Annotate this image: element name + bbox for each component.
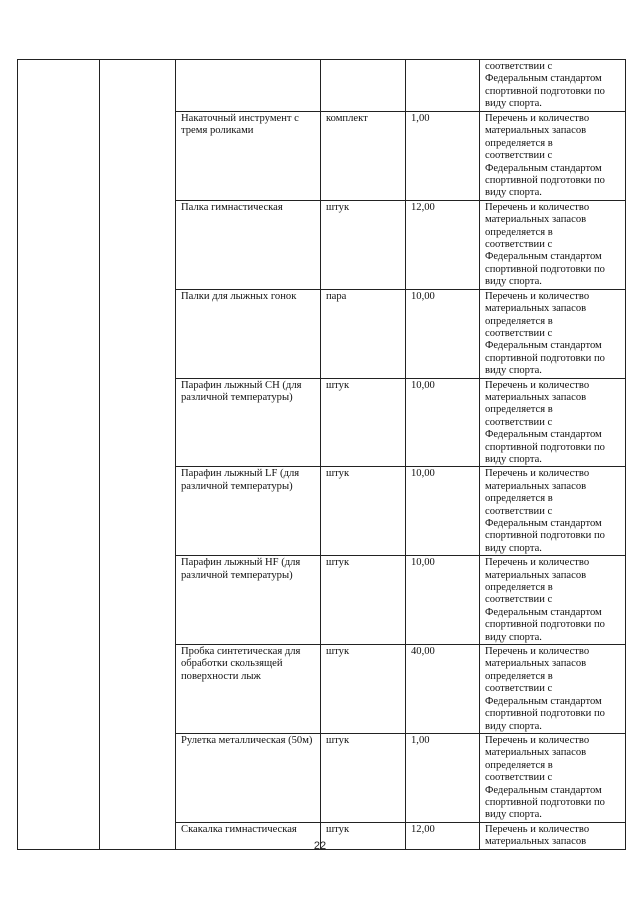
note-line: спортивной подготовки по bbox=[485, 619, 605, 631]
item-note-cell bbox=[480, 60, 626, 112]
note-line: виду спорта. bbox=[485, 720, 542, 732]
item-name-cell bbox=[176, 200, 321, 289]
note-line: определяется в bbox=[485, 137, 553, 149]
item-name: Палка гимнастическая bbox=[181, 201, 283, 213]
note-line: определяется в bbox=[485, 582, 553, 594]
item-unit-cell: пара bbox=[321, 289, 406, 378]
item-quantity-cell bbox=[406, 60, 480, 112]
item-name-cell bbox=[176, 112, 321, 201]
item-name: Парафин лыжный LF (для различной температуры) bbox=[181, 468, 300, 492]
note-line: материальных запасов bbox=[485, 391, 587, 403]
item-name: Скакалка гимнастическая bbox=[181, 823, 297, 835]
item-unit-cell: штук bbox=[321, 467, 406, 556]
section-title-cell bbox=[100, 60, 176, 850]
item-note-cell bbox=[480, 467, 626, 556]
note-line: Федеральным стандартом bbox=[485, 340, 602, 352]
note-line: Федеральным стандартом bbox=[485, 518, 602, 529]
note-line: Федеральным стандартом bbox=[485, 429, 602, 441]
item-name: Парафин лыжный CH (для различной температуры) bbox=[181, 379, 302, 403]
item-note-cell bbox=[480, 645, 626, 734]
item-quantity-cell: 10,00 bbox=[406, 556, 480, 645]
item-name-cell bbox=[176, 60, 321, 112]
table-body bbox=[18, 60, 626, 850]
note-line: Федеральным стандартом bbox=[485, 695, 602, 707]
note-line: Федеральным стандартом bbox=[485, 73, 602, 85]
note-line: виду спорта. bbox=[485, 542, 542, 554]
note-line: Перечень и количество bbox=[485, 468, 590, 480]
item-name: Пробка синтетическая для обработки скользящей поверхности лыж bbox=[181, 646, 301, 682]
note-line: виду спорта. bbox=[485, 276, 542, 288]
note-line: Федеральным стандартом bbox=[485, 784, 602, 796]
item-unit-cell: комплект bbox=[321, 112, 406, 201]
note-line: материальных запасов bbox=[485, 836, 587, 848]
item-quantity-cell: 12,00 bbox=[406, 822, 480, 849]
note-line: спортивной подготовки по bbox=[485, 441, 605, 453]
item-name-cell bbox=[176, 645, 321, 734]
item-unit-cell: штук bbox=[321, 822, 406, 849]
item-quantity-cell: 10,00 bbox=[406, 289, 480, 378]
item-name-cell bbox=[176, 289, 321, 378]
note-line: Федеральным стандартом bbox=[485, 606, 602, 618]
note-line: Перечень и количество bbox=[485, 201, 590, 213]
note-line: виду спорта. bbox=[485, 631, 542, 643]
note-line: спортивной подготовки по bbox=[485, 263, 605, 275]
item-quantity-cell: 10,00 bbox=[406, 378, 480, 467]
item-unit-cell: штук bbox=[321, 378, 406, 467]
note-line: соответствии с bbox=[485, 239, 553, 251]
note-line: Перечень и количество bbox=[485, 734, 590, 746]
table-row bbox=[18, 60, 626, 112]
item-note-cell bbox=[480, 556, 626, 645]
note-line: определяется в bbox=[485, 404, 553, 416]
note-line: соответствии с bbox=[485, 683, 553, 695]
note-line: материальных запасов bbox=[485, 658, 587, 670]
page-number: 22 bbox=[313, 840, 327, 852]
note-line: материальных запасов bbox=[485, 480, 587, 492]
note-line: соответствии с bbox=[485, 505, 553, 517]
note-line: Перечень и количество bbox=[485, 113, 590, 124]
note-line: определяется в bbox=[485, 493, 553, 505]
item-name: Рулетка металлическая (50м) bbox=[181, 734, 313, 746]
note-line: определяется в bbox=[485, 315, 553, 327]
note-line: виду спорта. bbox=[485, 809, 542, 821]
item-note-cell bbox=[480, 200, 626, 289]
note-line: спортивной подготовки по bbox=[485, 708, 605, 720]
note-line: соответствии с bbox=[485, 150, 553, 162]
item-note-cell bbox=[480, 112, 626, 201]
note-line: виду спорта. bbox=[485, 365, 542, 377]
item-name: Парафин лыжный HF (для различной температуры) bbox=[181, 557, 301, 581]
item-note-cell bbox=[480, 733, 626, 822]
note-line: спортивной подготовки по bbox=[485, 796, 605, 808]
note-line: спортивной подготовки по bbox=[485, 85, 605, 97]
item-name-cell bbox=[176, 378, 321, 467]
note-line: определяется в bbox=[485, 670, 553, 682]
note-line: соответствии с bbox=[485, 594, 553, 606]
note-line: Перечень и количество bbox=[485, 823, 590, 835]
item-quantity-cell: 40,00 bbox=[406, 645, 480, 734]
note-line: определяется в bbox=[485, 759, 553, 771]
item-unit-cell bbox=[321, 60, 406, 112]
note-line: спортивной подготовки по bbox=[485, 175, 605, 187]
note-line: Перечень и количество bbox=[485, 290, 590, 302]
note-line: соответствии с bbox=[485, 772, 553, 784]
item-unit-cell: штук bbox=[321, 200, 406, 289]
equipment-table bbox=[17, 59, 626, 850]
note-line: виду спорта. bbox=[485, 187, 542, 199]
note-line: материальных запасов bbox=[485, 747, 587, 759]
item-unit-cell: штук bbox=[321, 556, 406, 645]
note-line: материальных запасов bbox=[485, 303, 587, 315]
item-unit-cell: штук bbox=[321, 645, 406, 734]
item-name: Накаточный инструмент с тремя роликами bbox=[181, 113, 299, 137]
note-line: Федеральным стандартом bbox=[485, 162, 602, 174]
item-note-cell bbox=[480, 378, 626, 467]
note-line: спортивной подготовки по bbox=[485, 352, 605, 364]
note-line: материальных запасов bbox=[485, 569, 587, 581]
note-line: материальных запасов bbox=[485, 125, 587, 137]
section-number-cell bbox=[18, 60, 100, 850]
note-line: Перечень и количество bbox=[485, 646, 590, 658]
item-quantity-cell: 12,00 bbox=[406, 200, 480, 289]
item-quantity-cell: 10,00 bbox=[406, 467, 480, 556]
note-line: Перечень и количество bbox=[485, 379, 590, 391]
item-name-cell bbox=[176, 467, 321, 556]
note-line: спортивной подготовки по bbox=[485, 530, 605, 542]
note-line: соответствии с bbox=[485, 327, 553, 339]
note-line: материальных запасов bbox=[485, 214, 587, 226]
note-line: Перечень и количество bbox=[485, 557, 590, 569]
note-line: определяется в bbox=[485, 226, 553, 238]
note-line: соответствии с bbox=[485, 61, 553, 72]
item-note-cell bbox=[480, 289, 626, 378]
note-line: соответствии с bbox=[485, 416, 553, 428]
item-name-cell bbox=[176, 733, 321, 822]
item-name-cell bbox=[176, 556, 321, 645]
note-line: Федеральным стандартом bbox=[485, 251, 602, 263]
item-name: Палки для лыжных гонок bbox=[181, 290, 297, 302]
note-line: виду спорта. bbox=[485, 453, 542, 465]
item-unit-cell: штук bbox=[321, 733, 406, 822]
note-line: виду спорта. bbox=[485, 98, 542, 110]
item-quantity-cell: 1,00 bbox=[406, 112, 480, 201]
item-quantity-cell: 1,00 bbox=[406, 733, 480, 822]
